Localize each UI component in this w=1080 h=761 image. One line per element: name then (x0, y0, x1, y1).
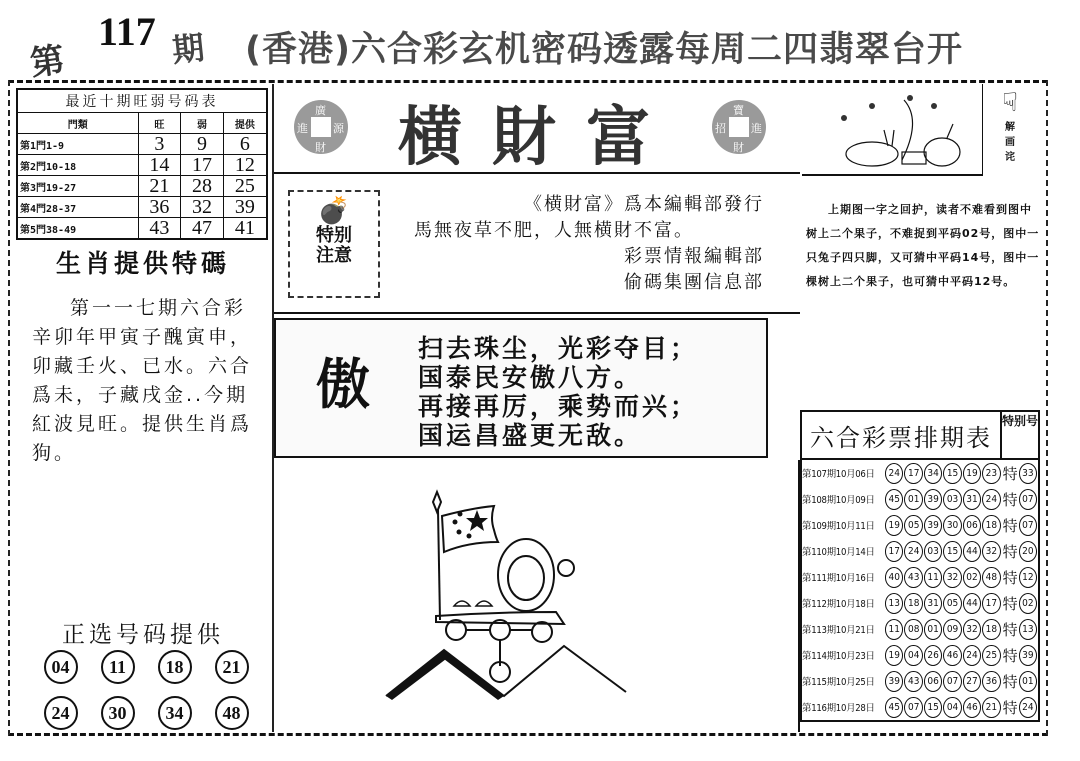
number-ball: 44 (963, 541, 981, 562)
number-ball: 24 (885, 463, 903, 484)
number-ball: 19 (885, 515, 903, 536)
number-ball: 43 (904, 671, 922, 692)
poem-key-char: 傲 (316, 353, 370, 416)
number-ball: 43 (904, 567, 922, 588)
page-title: (香港)六合彩玄机密码透露每周二四翡翠台开 (245, 30, 963, 70)
number-ball: 17 (904, 463, 922, 484)
number-ball: 06 (924, 671, 942, 692)
table-row (802, 486, 1038, 512)
number-ball: 04 (904, 645, 922, 666)
issue-suffix: 期 (170, 28, 207, 70)
number-ball: 34 (158, 696, 192, 730)
number-ball: 11 (885, 619, 903, 640)
picks-grid (32, 650, 260, 730)
table-row: 第1門1-9 3 9 6 (17, 134, 267, 155)
poem-lines: 扫去珠尘，光彩夺目； 国泰民安傲八方。 再接再厉，乘势而兴； 国运昌盛更无敌。 (418, 334, 699, 450)
table-row (802, 564, 1038, 590)
number-ball: 48 (215, 696, 249, 730)
special-marker: 特 (1002, 594, 1018, 613)
number-ball: 36 (982, 671, 1000, 692)
number-ball: 48 (982, 567, 1000, 588)
number-ball: 24 (963, 645, 981, 666)
number-ball: 07 (904, 697, 922, 718)
special-marker: 特 (1002, 620, 1018, 639)
special-marker: 特 (1002, 464, 1018, 483)
number-ball: 44 (963, 593, 981, 614)
number-ball: 27 (963, 671, 981, 692)
number-ball: 15 (943, 463, 961, 484)
flag-cart-mountain-illustration (274, 460, 800, 732)
draw-date: 第110期10月14日 (802, 547, 875, 558)
special-number-ball: 13 (1019, 619, 1037, 640)
special-marker: 特 (1002, 646, 1018, 665)
number-ball: 04 (44, 650, 78, 684)
table-row (802, 694, 1038, 720)
number-ball: 01 (904, 489, 922, 510)
rabbit-tree-illustration (802, 84, 982, 172)
coin-icon: 寶 招 進 財 (712, 100, 766, 154)
number-ball: 31 (924, 593, 942, 614)
hot-cold-table (16, 88, 268, 240)
special-number-ball: 07 (1019, 489, 1037, 510)
special-number-ball: 02 (1019, 593, 1037, 614)
col-header: 旺 (138, 113, 181, 134)
number-ball: 32 (943, 567, 961, 588)
number-ball: 07 (943, 671, 961, 692)
number-ball: 05 (904, 515, 922, 536)
draw-history-table (800, 410, 1040, 722)
number-ball: 08 (904, 619, 922, 640)
number-ball: 24 (982, 489, 1000, 510)
number-ball: 32 (982, 541, 1000, 562)
number-ball: 11 (101, 650, 135, 684)
riddle-picture (802, 84, 983, 176)
draw-date: 第108期10月09日 (802, 495, 875, 506)
special-marker: 特 (1002, 672, 1018, 691)
number-ball: 19 (963, 463, 981, 484)
brand-name: 横財富 (398, 100, 680, 175)
number-ball: 02 (963, 567, 981, 588)
number-ball: 24 (44, 696, 78, 730)
special-number-ball: 24 (1019, 697, 1037, 718)
zodiac-body: 第一一七期六合彩辛卯年甲寅子醜寅申，卯藏壬火、已水。六合爲未，子藏戌金..今期紅波見旺。提供生肖爲狗。 (32, 297, 253, 464)
special-marker: 特 (1002, 490, 1018, 509)
number-ball: 45 (885, 489, 903, 510)
number-ball: 15 (943, 541, 961, 562)
special-number-ball: 07 (1019, 515, 1037, 536)
number-ball: 46 (943, 645, 961, 666)
table-row (802, 538, 1038, 564)
number-ball: 39 (885, 671, 903, 692)
riddle-text: 上期图一字之回护，读者不难看到图中树上二个果子，不难捉到平码02号，图中一只兔子四只脚，又可猜中平码14号，图中一棵树上二个果子，也可猜中平码12号。 (806, 203, 1040, 288)
number-ball: 19 (885, 645, 903, 666)
number-ball: 46 (963, 697, 981, 718)
history-rows (802, 460, 1038, 720)
draw-date: 第115期10月25日 (802, 677, 875, 688)
number-ball: 23 (982, 463, 1000, 484)
draw-date: 第113期10月21日 (802, 625, 875, 636)
notice-badge: 💣 特别 注意 (288, 190, 380, 298)
draw-date: 第116期10月28日 (802, 703, 875, 714)
col-header: 門類 (17, 113, 138, 134)
number-ball: 04 (943, 697, 961, 718)
special-number-ball: 12 (1019, 567, 1037, 588)
draw-date: 第112期10月18日 (802, 599, 875, 610)
special-number-ball: 01 (1019, 671, 1037, 692)
poem-box (274, 318, 768, 458)
special-number-ball: 20 (1019, 541, 1037, 562)
number-ball: 32 (963, 619, 981, 640)
issue-prefix: 第 (27, 39, 68, 85)
coin-icon: 廣 進 源 財 (294, 100, 348, 154)
history-header (802, 412, 1038, 460)
special-marker: 特 (1002, 542, 1018, 561)
number-ball: 25 (982, 645, 1000, 666)
draw-date: 第114期10月23日 (802, 651, 875, 662)
table-row: 第5門38-49 43 47 41 (17, 218, 267, 240)
number-ball: 17 (982, 593, 1000, 614)
table-row (802, 512, 1038, 538)
picks-title: 正选号码提供 (62, 622, 224, 648)
history-title: 六合彩票排期表 (802, 412, 1002, 458)
number-ball: 01 (924, 619, 942, 640)
number-ball: 11 (924, 567, 942, 588)
table-caption: 最近十期旺弱号码表 (17, 89, 267, 113)
left-column (12, 84, 274, 732)
number-ball: 26 (924, 645, 942, 666)
table-row (802, 642, 1038, 668)
number-ball: 18 (982, 515, 1000, 536)
number-ball: 24 (904, 541, 922, 562)
number-ball: 21 (982, 697, 1000, 718)
number-ball: 31 (963, 489, 981, 510)
number-ball: 18 (904, 593, 922, 614)
draw-date: 第111期10月16日 (802, 573, 875, 584)
special-marker: 特 (1002, 516, 1018, 535)
number-ball: 17 (885, 541, 903, 562)
pointing-hand-icon: ☟ (1002, 88, 1018, 118)
special-marker: 特 (1002, 698, 1018, 717)
number-ball: 30 (101, 696, 135, 730)
special-marker: 特 (1002, 568, 1018, 587)
bomb-icon: 💣 (317, 196, 351, 226)
number-ball: 39 (924, 489, 942, 510)
special-number-ball: 33 (1019, 463, 1037, 484)
col-header: 提供 (223, 113, 267, 134)
special-number-header: 特别号 (1002, 414, 1039, 428)
issue-number: 117 (98, 9, 156, 54)
number-ball: 13 (885, 593, 903, 614)
number-ball: 40 (885, 567, 903, 588)
special-number-ball: 39 (1019, 645, 1037, 666)
number-ball: 09 (943, 619, 961, 640)
title-bar (0, 0, 1080, 85)
draw-date: 第107期10月06日 (802, 469, 875, 480)
illustration (274, 460, 800, 732)
table-row (802, 590, 1038, 616)
notice-text: 《横財富》爲本編輯部發行 馬無夜草不肥，人無横財不富。 彩票情報編輯部 偷碼集團信息部 (414, 194, 764, 293)
table-row: 第3門19-27 21 28 25 (17, 176, 267, 197)
number-ball: 18 (158, 650, 192, 684)
number-ball: 39 (924, 515, 942, 536)
number-ball: 34 (924, 463, 942, 484)
draw-date: 第109期10月11日 (802, 521, 875, 532)
riddle-side-label: ☟ 解 画 诧 (990, 88, 1030, 163)
number-ball: 03 (943, 489, 961, 510)
number-ball: 05 (943, 593, 961, 614)
brand-header (274, 84, 800, 174)
number-ball: 06 (963, 515, 981, 536)
number-ball: 30 (943, 515, 961, 536)
number-ball: 45 (885, 697, 903, 718)
table-row (802, 460, 1038, 486)
number-ball: 15 (924, 697, 942, 718)
table-row (802, 668, 1038, 694)
right-column (800, 84, 1046, 732)
col-header: 弱 (181, 113, 224, 134)
table-row (802, 616, 1038, 642)
number-ball: 21 (215, 650, 249, 684)
number-ball: 03 (924, 541, 942, 562)
notice-section (274, 176, 800, 314)
number-ball: 18 (982, 619, 1000, 640)
table-row: 第4門28-37 36 32 39 (17, 197, 267, 218)
table-row: 第2門10-18 14 17 12 (17, 155, 267, 176)
zodiac-title: 生肖提供特碼 (55, 249, 230, 278)
